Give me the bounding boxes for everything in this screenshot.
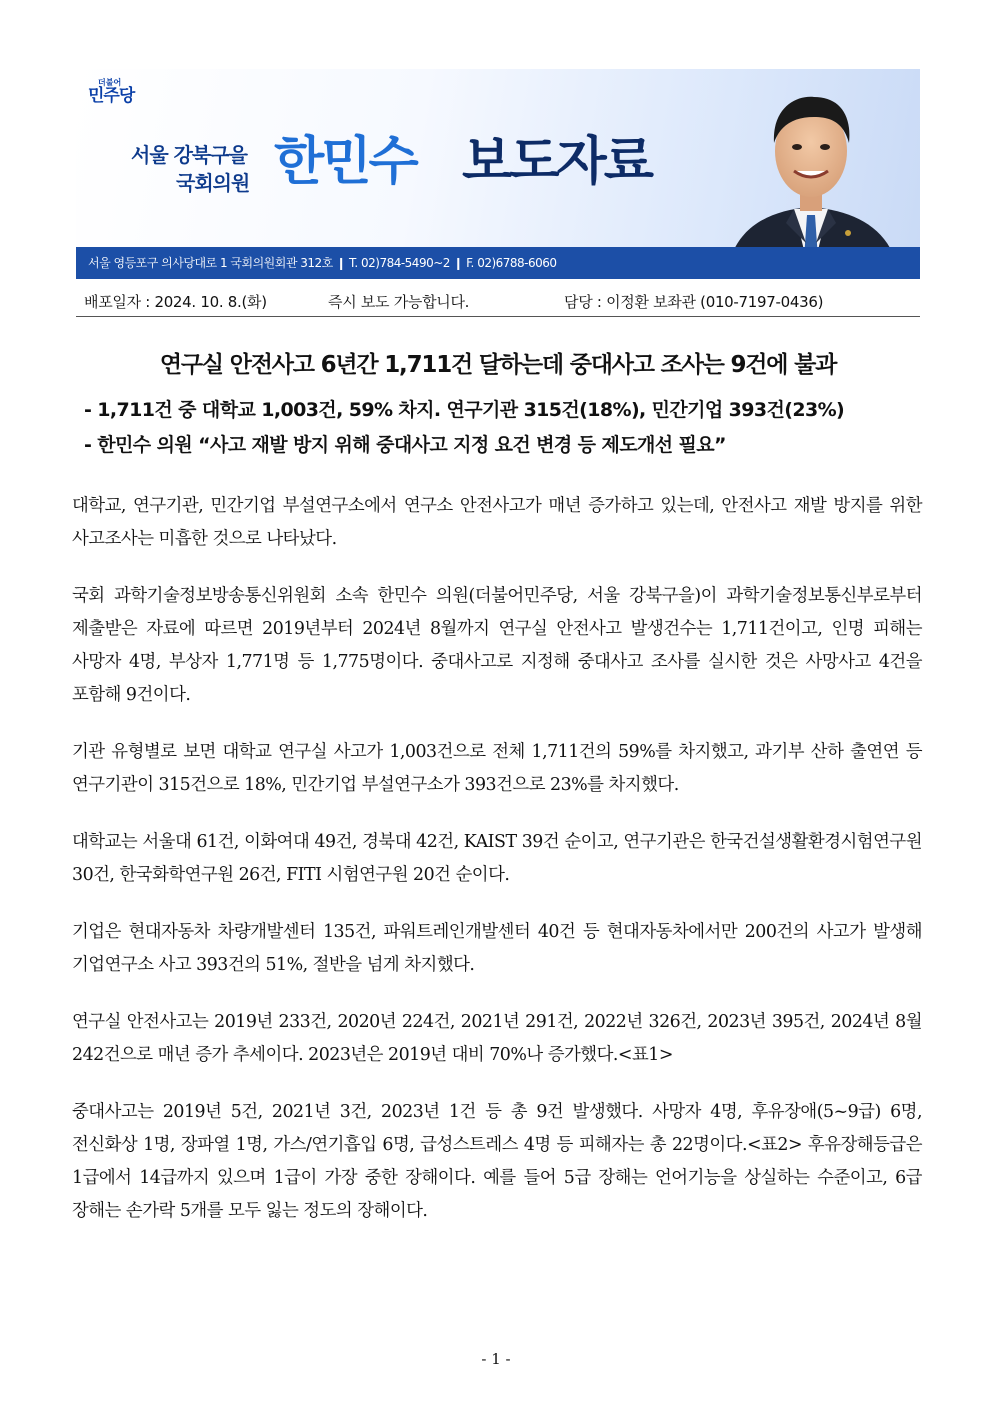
subtitle-1: - 1,711건 중 대학교 1,003건, 59% 차지. 연구기관 315건(18%), 민간기업 393건(23%) <box>84 399 845 421</box>
paragraph-4: 대학교는 서울대 61건, 이화여대 49건, 경북대 42건, KAIST 39건 순이고, 연구기관은 한국건설생활환경시험연구원 30건, 한국화학연구원 26건, FITI 시험연구원 20건 순이다. <box>72 832 922 885</box>
contact-info: 담당 : 이정환 보좌관 (010-7197-0436) <box>564 293 824 311</box>
page-number: - 1 - <box>481 1350 511 1368</box>
paragraph-7: 중대사고는 2019년 5건, 2021년 3건, 2023년 1건 등 총 9건 발생했다. 사망자 4명, 후유장애(5~9급) 6명, 전신화상 1명, 장파열 1명, 가스/연기흡입 6명, 급성스트레스 4명 등 피해자는 총 22명이다.<표2> 후유장해등급은 1급에서 14급까지 있으며 1급이 가장 중한 장해이다. 예를 들어 5급 장해는 언어기능을 상실하는 수준이고, 6급 장해는 손가락 5개를 모두 잃는 정도의 장해이다. <box>72 1102 922 1221</box>
release-notice: 즉시 보도 가능합니다. <box>328 293 470 311</box>
paragraph-2: 국회 과학기술정보방송통신위원회 소속 한민수 의원(더불어민주당, 서울 강북구을)이 과학기술정보통신부로부터 제출받은 자료에 따르면 2019년부터 2024년 8월까지 연구실 안전사고 발생건수는 1,711건이고, 인명 피해는 사망자 4명, 부상자 1,771명 등 1,775명이다. 중대사고로 지정해 중대사고 조사를 실시한 것은 사망사고 4건을 포함해 9건이다. <box>72 586 922 705</box>
headline-title: 보도자료 <box>462 132 651 192</box>
address-bar: 서울 영등포구 의사당대로 1 국회의원회관 312호 ❙ T. 02)784-5490~2 ❙ F. 02)6788-6060 <box>76 247 920 279</box>
release-meta <box>76 283 920 317</box>
header-banner <box>76 69 920 279</box>
party-logo-main: 민주당 <box>88 86 135 106</box>
release-date: 배포일자 : 2024. 10. 8.(화) <box>84 293 267 311</box>
district-line2: 국회의원 <box>176 171 250 195</box>
press-title: 연구실 안전사고 6년간 1,711건 달하는데 중대사고 조사는 9건에 불과 <box>159 352 837 378</box>
body-text <box>72 490 922 1252</box>
party-logo <box>88 77 134 104</box>
district-line1: 서울 강북구을 <box>131 143 247 167</box>
paragraph-5: 기업은 현대자동차 차량개발센터 135건, 파워트레인개발센터 40건 등 현대자동차에서만 200건의 사고가 발생해 기업연구소 사고 393건의 51%, 절반을 넘게 차지했다. <box>72 922 922 975</box>
paragraph-6: 연구실 안전사고는 2019년 233건, 2020년 224건, 2021년 291건, 2022년 326건, 2023년 395건, 2024년 8월 242건으로 매년 증가 추세이다. 2023년은 2019년 대비 70%나 증가했다.<표1> <box>72 1012 922 1065</box>
paragraph-1: 대학교, 연구기관, 민간기업 부설연구소에서 연구소 안전사고가 매년 증가하고 있는데, 안전사고 재발 방지를 위한 사고조사는 미흡한 것으로 나타났다. <box>72 496 922 549</box>
paragraph-3: 기관 유형별로 보면 대학교 연구실 사고가 1,003건으로 전체 1,711건의 59%를 차지했고, 과기부 산하 출연연 등 연구기관이 315건으로 18%, 민간기업 부설연구소가 393건으로 23%를 차지했다. <box>72 742 922 795</box>
subtitle-2: - 한민수 의원 “사고 재발 방지 위해 중대사고 지정 요건 변경 등 제도개선 필요” <box>84 434 726 456</box>
party-logo-small: 더불어 <box>98 78 122 87</box>
headline-name: 한민수 <box>274 132 416 192</box>
